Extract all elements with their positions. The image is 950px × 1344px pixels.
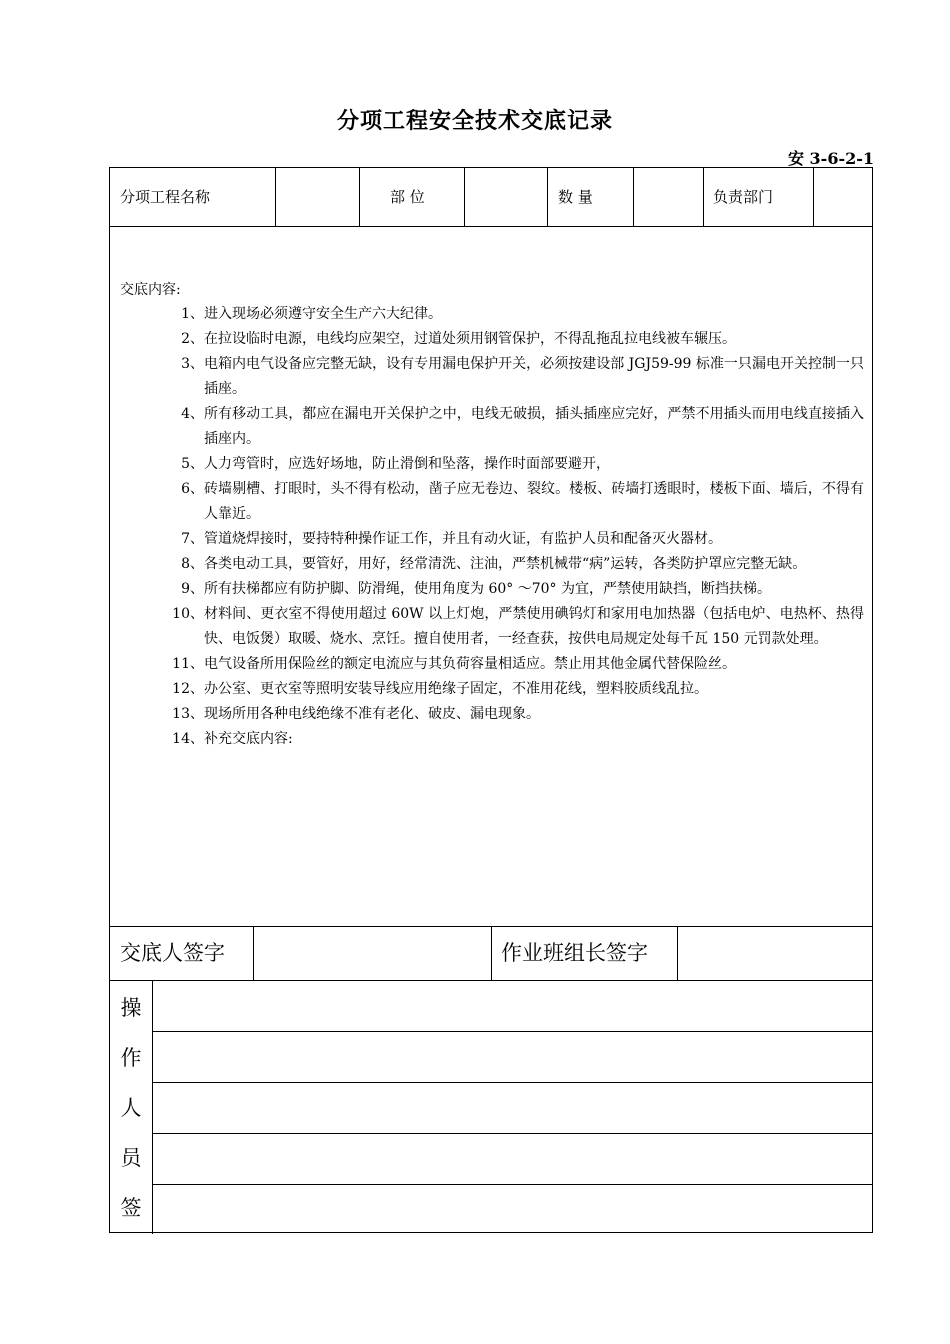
item-number: 5、 [181,456,204,472]
operator-label-char: 员 [120,1146,142,1170]
divider [359,168,360,226]
operator-label-char: 签 [120,1196,142,1220]
list-item [120,652,864,677]
item-number: 12、 [172,681,204,697]
item-number: 13、 [172,706,204,722]
item-text: 管道烧焊接时，要持特种操作证工作，并且有动火证，有监护人员和配备灭火器材。 [204,531,722,547]
operator-signature-row[interactable] [153,1032,872,1082]
item-number: 8、 [181,556,204,572]
briefer-signature-field[interactable] [256,926,488,980]
list-item [120,552,864,577]
item-text: 办公室、更衣室等照明安装导线应用绝缘子固定，不准用花线，塑料胶质线乱拉。 [204,681,708,697]
item-text: 在拉设临时电源，电线均应架空，过道处须用钢管保护，不得乱拖乱拉电线被车辗压。 [204,331,736,347]
project-name-field[interactable] [278,168,358,226]
operator-label-char: 操 [120,996,142,1020]
location-label: 部 位 [390,188,425,206]
item-text: 补充交底内容: [204,731,293,747]
divider [275,168,276,226]
team-leader-signature-field[interactable] [680,926,870,980]
department-label: 负责部门 [713,188,774,206]
divider [491,926,492,980]
divider [813,168,814,226]
item-text: 电箱内电气设备应完整无缺，设有专用漏电保护开关，必须按建设部 JGJ59-99 标准一只漏电开关控制一只插座。 [204,356,864,397]
list-item [120,327,864,352]
item-number: 2、 [181,331,204,347]
list-item [120,477,864,527]
operator-signature-row[interactable] [153,1083,872,1133]
briefer-signature-label: 交底人签字 [120,941,225,965]
item-number: 10、 [172,606,204,622]
list-item [120,727,864,752]
operator-signature-row[interactable] [153,1185,872,1232]
item-text: 各类电动工具，要管好，用好，经常清洗、注油，严禁机械带“病”运转，各类防护罩应完整无缺。 [204,556,807,572]
divider [677,926,678,980]
content-label: 交底内容: [120,282,181,298]
item-number: 14、 [172,731,204,747]
item-text: 人力弯管时，应选好场地，防止滑倒和坠落，操作时面部要避开， [204,456,610,472]
divider [253,926,254,980]
item-number: 7、 [181,531,204,547]
item-text: 所有移动工具，都应在漏电开关保护之中，电线无破损，插头插座应完好，严禁不用插头而用电线直接插入插座内。 [204,406,864,447]
list-item [120,577,864,602]
item-text: 材料间、更衣室不得使用超过 60W 以上灯炮，严禁使用碘钨灯和家用电加热器（包括电炉、电热杯、热得快、电饭煲）取暖、烧水、烹饪。擅自使用者，一经查获，按供电局规定处每千瓦 150 元罚款处理。 [204,606,864,647]
list-item [120,527,864,552]
list-item [120,677,864,702]
divider [110,226,872,227]
operator-label-char: 作 [120,1046,142,1070]
project-name-label: 分项工程名称 [120,188,211,206]
item-number: 4、 [181,406,204,422]
item-number: 1、 [181,306,204,322]
item-text: 砖墙剔槽、打眼时，头不得有松动，凿子应无卷边、裂纹。楼板、砖墙打透眼时，楼板下面、墙后，不得有人靠近。 [204,481,864,522]
item-number: 11、 [172,656,204,672]
item-number: 6、 [181,481,204,497]
briefing-content [120,278,864,752]
list-item [120,352,864,402]
department-field[interactable] [816,168,868,226]
item-text: 现场所用各种电线绝缘不准有老化、破皮、漏电现象。 [204,706,540,722]
operator-label-char: 人 [120,1096,142,1120]
item-text: 电气设备所用保险丝的额定电流应与其负荷容量相适应。禁止用其他金属代替保险丝。 [204,656,736,672]
divider [464,168,465,226]
team-leader-signature-label: 作业班组长签字 [501,941,648,965]
document-title: 分项工程安全技术交底记录 [336,108,613,134]
divider [703,168,704,226]
divider [547,168,548,226]
item-number: 3、 [181,356,204,372]
list-item [120,452,864,477]
list-item [120,402,864,452]
item-text: 进入现场必须遵守安全生产六大纪律。 [204,306,442,322]
list-item [120,702,864,727]
safety-briefing-form [109,167,873,1233]
list-item [120,302,864,327]
item-number: 9、 [181,581,204,597]
item-text: 所有扶梯都应有防护脚、防滑绳，使用角度为 60° ～70° 为宜，严禁使用缺挡，断挡扶梯。 [204,581,771,597]
location-field[interactable] [467,168,545,226]
quantity-label: 数 量 [558,188,593,206]
list-item [120,602,864,652]
operator-signature-row[interactable] [153,1134,872,1184]
document-code: 安 3-6-2-1 [787,149,874,168]
operator-signature-row[interactable] [153,980,872,1031]
divider [633,168,634,226]
quantity-field[interactable] [636,168,700,226]
